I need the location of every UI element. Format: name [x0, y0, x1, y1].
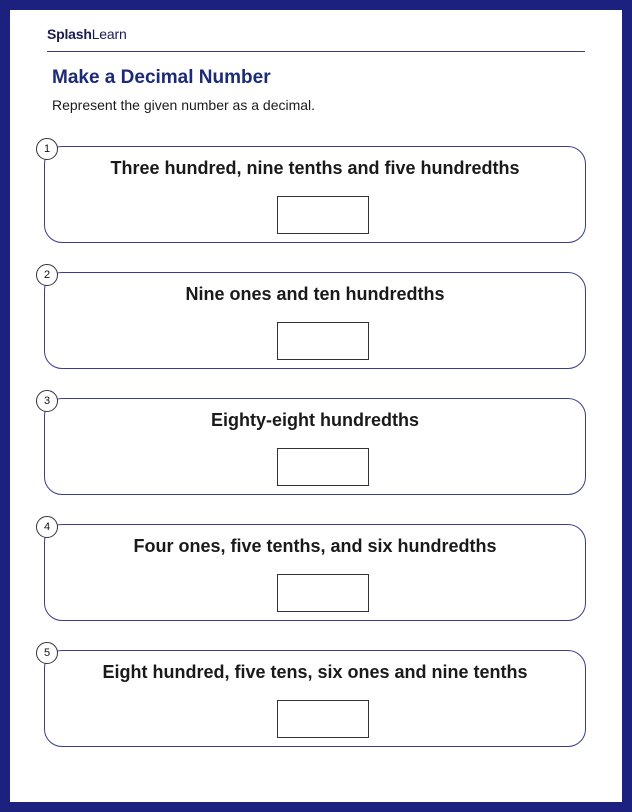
question-text: Eighty-eight hundredths: [211, 410, 419, 430]
question-card-5: [43, 647, 586, 747]
question-card-3: [43, 395, 586, 495]
question-card-2: [43, 269, 586, 369]
splashlearn-logo: [47, 26, 127, 42]
question-card-1: [43, 143, 586, 243]
worksheet: [10, 10, 622, 802]
instructions: Represent the given number as a decimal.: [52, 97, 316, 113]
question-text: Four ones, five tenths, and six hundredths: [133, 536, 497, 556]
logo-text-light: Learn: [91, 26, 127, 42]
question-number-badge: 4: [36, 516, 58, 538]
question-number-badge: 5: [36, 642, 58, 664]
logo-text-bold: Splash: [47, 26, 92, 42]
question-card-4: [43, 521, 586, 621]
answer-box[interactable]: [277, 448, 369, 486]
worksheet-title: Make a Decimal Number: [52, 67, 271, 88]
question-text: Eight hundred, five tens, six ones and nine tenths: [102, 662, 528, 682]
question-number-badge: 1: [36, 138, 58, 160]
question-number-badge: 3: [36, 390, 58, 412]
answer-box[interactable]: [277, 196, 369, 234]
header-divider: [47, 51, 585, 52]
question-number-badge: 2: [36, 264, 58, 286]
question-text: Nine ones and ten hundredths: [185, 284, 445, 304]
answer-box[interactable]: [277, 574, 369, 612]
question-text: Three hundred, nine tenths and five hundredths: [110, 158, 520, 178]
answer-box[interactable]: [277, 700, 369, 738]
answer-box[interactable]: [277, 322, 369, 360]
